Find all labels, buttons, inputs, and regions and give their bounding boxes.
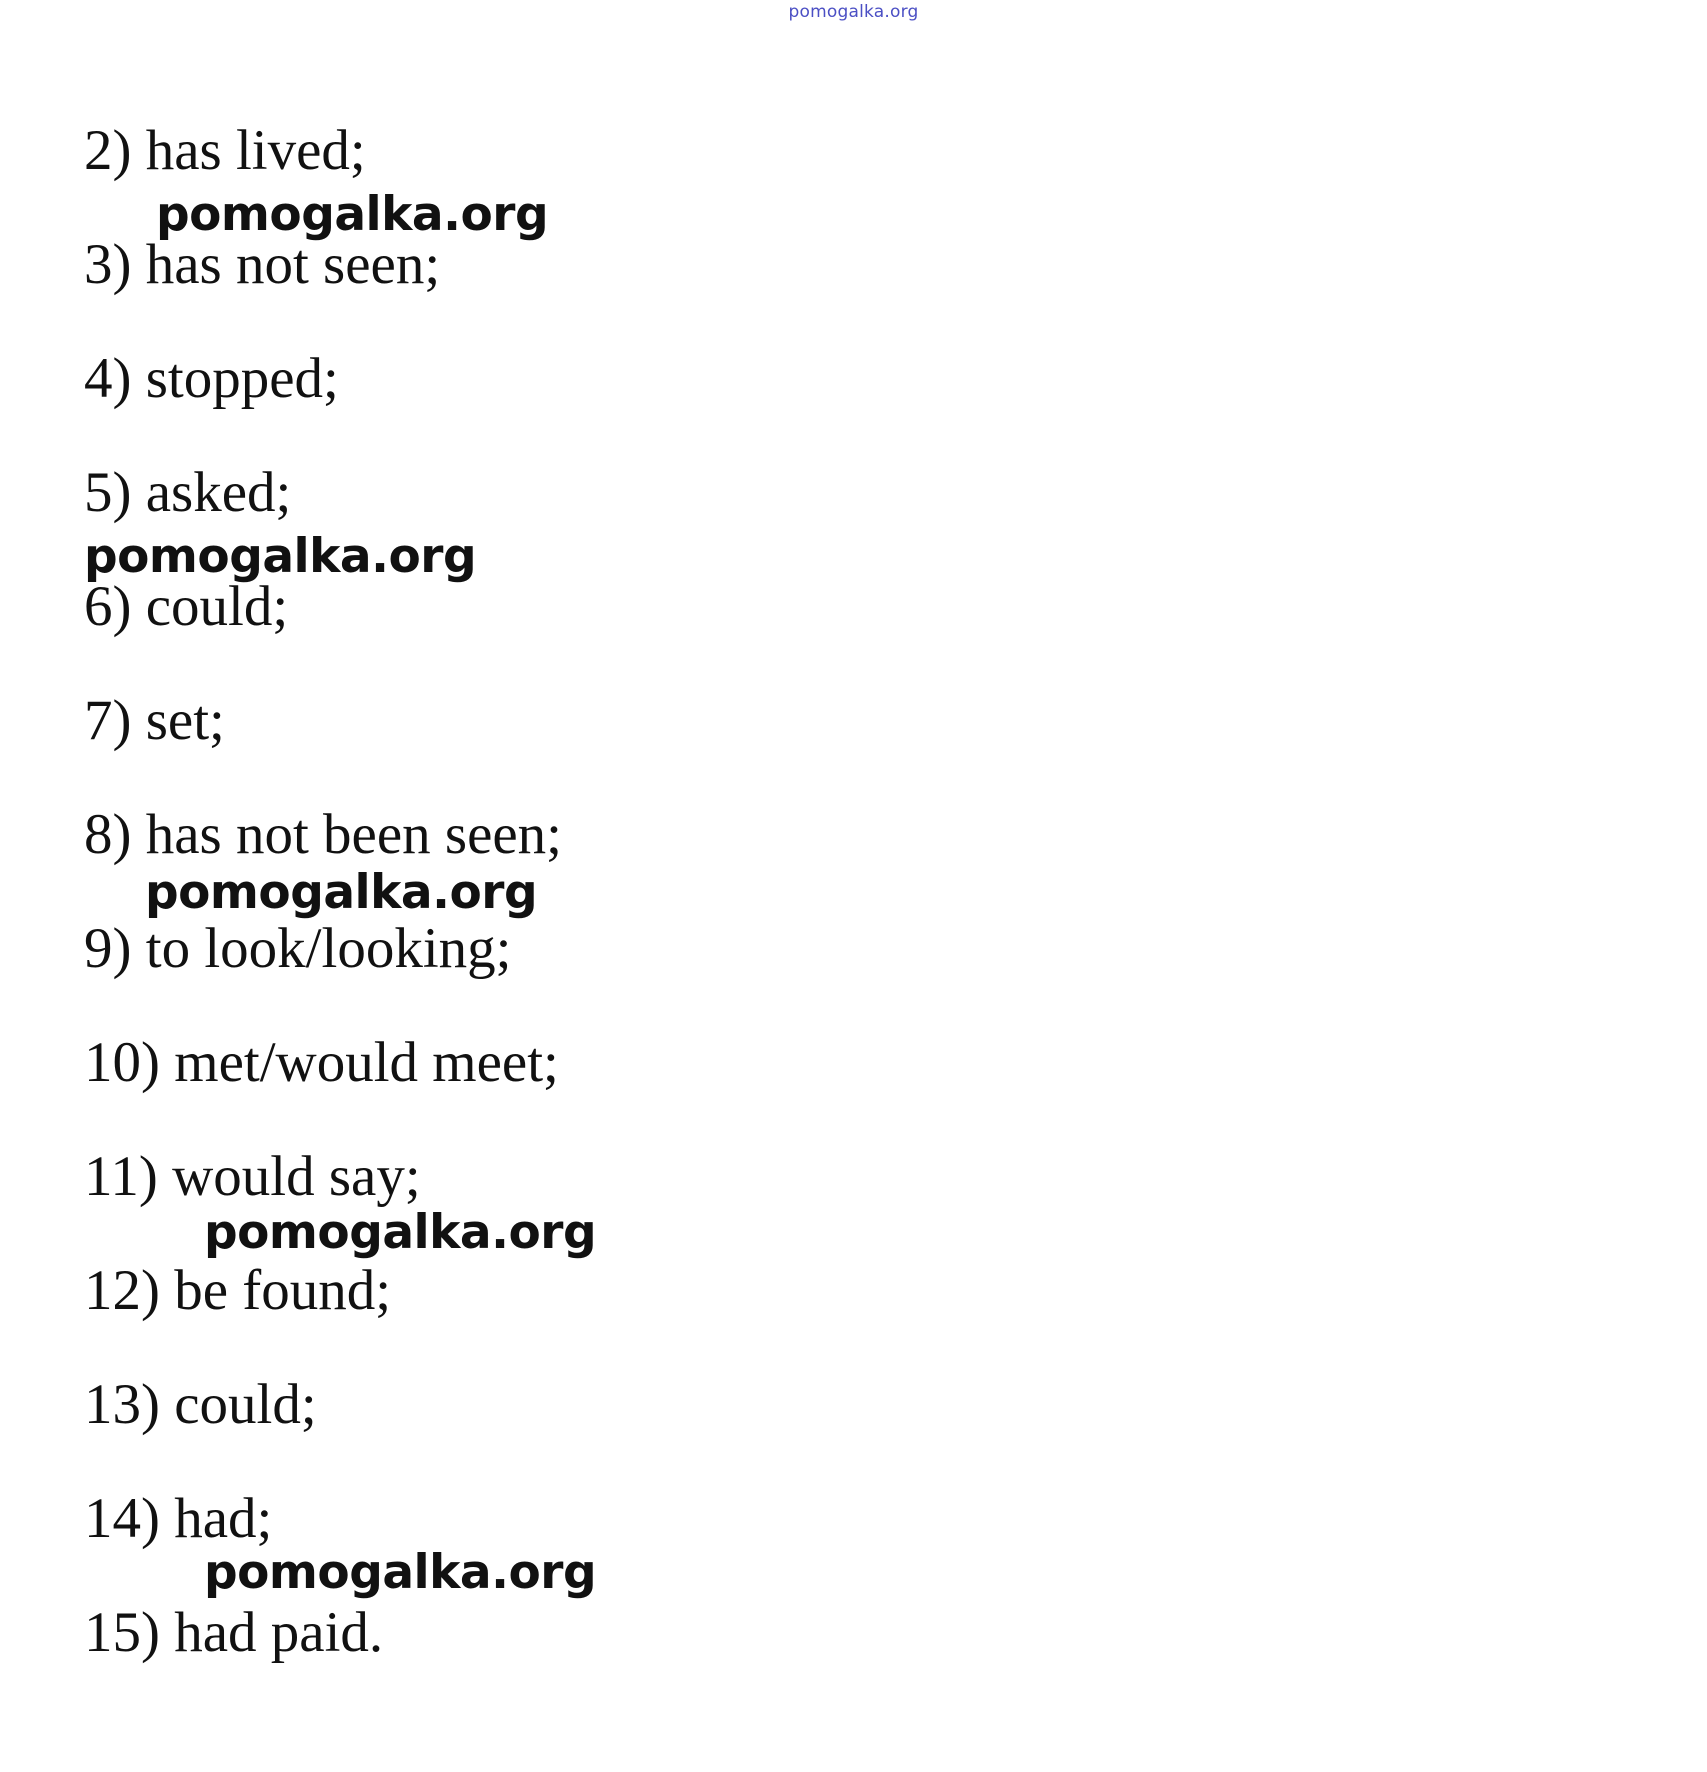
answer-item: 9) to look/looking;	[84, 917, 512, 980]
answer-item: 7) set;	[84, 689, 225, 752]
watermark-text: pomogalka.org	[204, 1545, 597, 1600]
answer-item: 12) be found;	[84, 1259, 392, 1322]
answer-item: 8) has not been seen;	[84, 803, 563, 866]
answer-item: 2) has lived;	[84, 119, 366, 182]
answer-item: 6) could;	[84, 575, 289, 638]
answer-item: 4) stopped;	[84, 347, 339, 410]
answer-item: 14) had;	[84, 1487, 273, 1550]
watermark-text: pomogalka.org	[204, 1205, 597, 1260]
answer-item: 13) could;	[84, 1373, 317, 1436]
answer-item: 11) would say;	[84, 1145, 421, 1208]
answer-item: 5) asked;	[84, 461, 292, 524]
watermark-text: pomogalka.org	[84, 529, 477, 584]
watermark-text: pomogalka.org	[145, 865, 538, 920]
header-watermark: pomogalka.org	[788, 2, 919, 22]
answer-item: 3) has not seen;	[84, 233, 441, 296]
watermark-text: pomogalka.org	[156, 187, 549, 242]
answer-item: 15) had paid.	[84, 1601, 384, 1664]
answer-item: 10) met/would meet;	[84, 1031, 559, 1094]
